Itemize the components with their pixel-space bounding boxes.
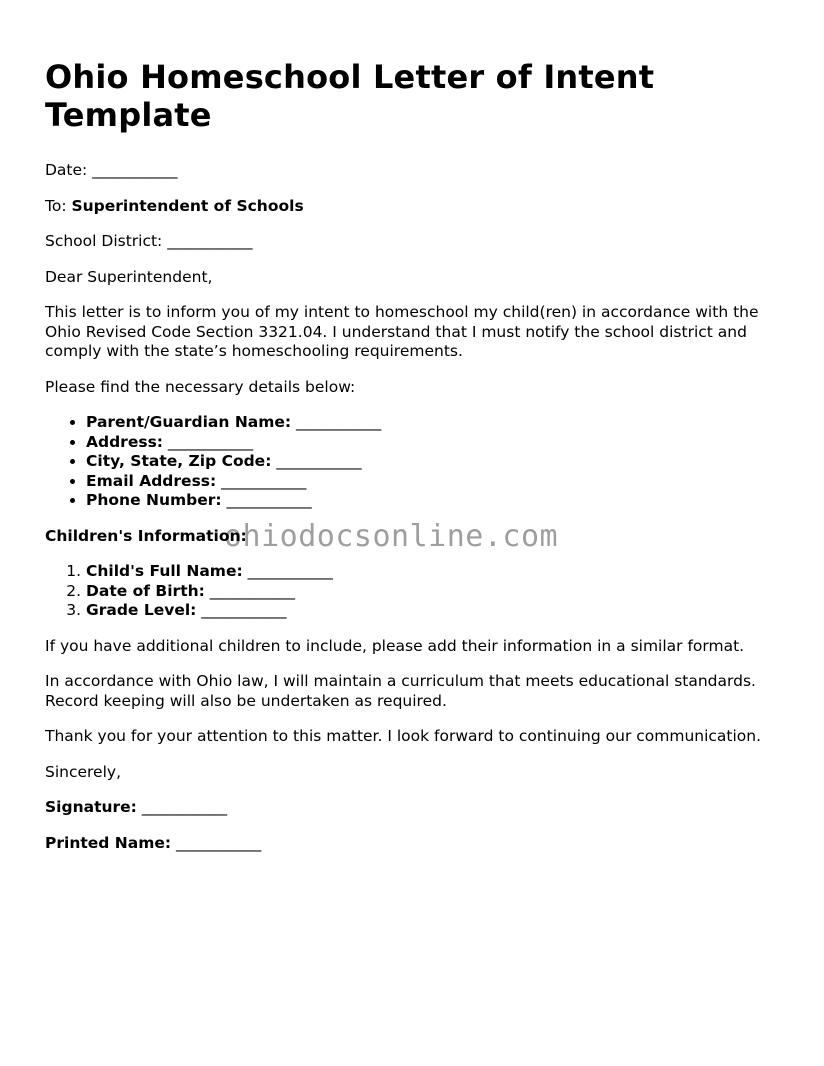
curriculum-paragraph: In accordance with Ohio law, I will maintain a curriculum that meets educational standards. Record keeping will also be undertaken as required. <box>45 672 756 710</box>
printed-name-label: Printed Name: <box>45 833 172 852</box>
date-line: Date: ___________ <box>45 161 178 179</box>
list-item <box>86 601 785 621</box>
field-label: Date of Birth: <box>86 581 205 600</box>
closing: Sincerely, <box>45 762 122 781</box>
signature-label: Signature: <box>45 798 137 816</box>
field-blank: ___________ <box>221 491 312 509</box>
field-label: Address: <box>86 432 163 451</box>
signature-blank: ___________ <box>136 798 228 816</box>
list-item <box>86 433 785 453</box>
printed-name-blank: ___________ <box>171 833 262 852</box>
field-label: Parent/Guardian Name: <box>86 413 292 431</box>
salutation: Dear Superintendent, <box>45 267 213 286</box>
field-blank: ___________ <box>163 432 254 451</box>
field-blank: ___________ <box>242 562 333 580</box>
thanks-paragraph: Thank you for your attention to this matter. I look forward to continuing our communication. <box>45 727 762 745</box>
children-details-list <box>45 562 785 621</box>
school-district-line: School District: ___________ <box>45 232 253 250</box>
printed-name-line <box>45 834 785 854</box>
page-title: Ohio Homeschool Letter of Intent Template <box>45 58 655 134</box>
list-item <box>86 413 785 433</box>
list-item <box>86 491 785 511</box>
parent-details-list <box>45 413 785 511</box>
to-line <box>45 197 785 217</box>
field-label: City, State, Zip Code: <box>86 452 272 470</box>
list-item <box>86 452 785 472</box>
children-heading <box>45 527 785 547</box>
field-label: Child's Full Name: <box>86 562 243 580</box>
field-label: Email Address: <box>86 471 217 490</box>
field-blank: ___________ <box>204 581 296 600</box>
watermark: ohiodocsonline.com <box>224 519 559 554</box>
list-item <box>86 472 785 492</box>
field-blank: ___________ <box>216 471 307 490</box>
details-intro: Please find the necessary details below: <box>45 377 356 396</box>
children-heading-text: Children's Information: <box>45 526 247 545</box>
field-label: Grade Level: <box>86 601 197 619</box>
letter-document <box>45 58 785 869</box>
field-blank: ___________ <box>271 452 362 470</box>
to-recipient: Superintendent of Schools <box>71 196 304 215</box>
field-blank: ___________ <box>196 601 287 619</box>
field-label: Phone Number: <box>86 491 222 509</box>
list-item <box>86 582 785 602</box>
to-prefix: To: <box>45 196 72 215</box>
intro-paragraph: This letter is to inform you of my intent to homeschool my child(ren) in accordance with the Ohio Revised Code Section 3321.04. I understand that I must notify the school district and comply with the state’s homeschooling requirements. <box>45 303 759 360</box>
signature-line <box>45 798 785 818</box>
list-item <box>86 562 785 582</box>
additional-children-paragraph: If you have additional children to include, please add their information in a similar format. <box>45 636 745 655</box>
field-blank: ___________ <box>291 413 382 431</box>
